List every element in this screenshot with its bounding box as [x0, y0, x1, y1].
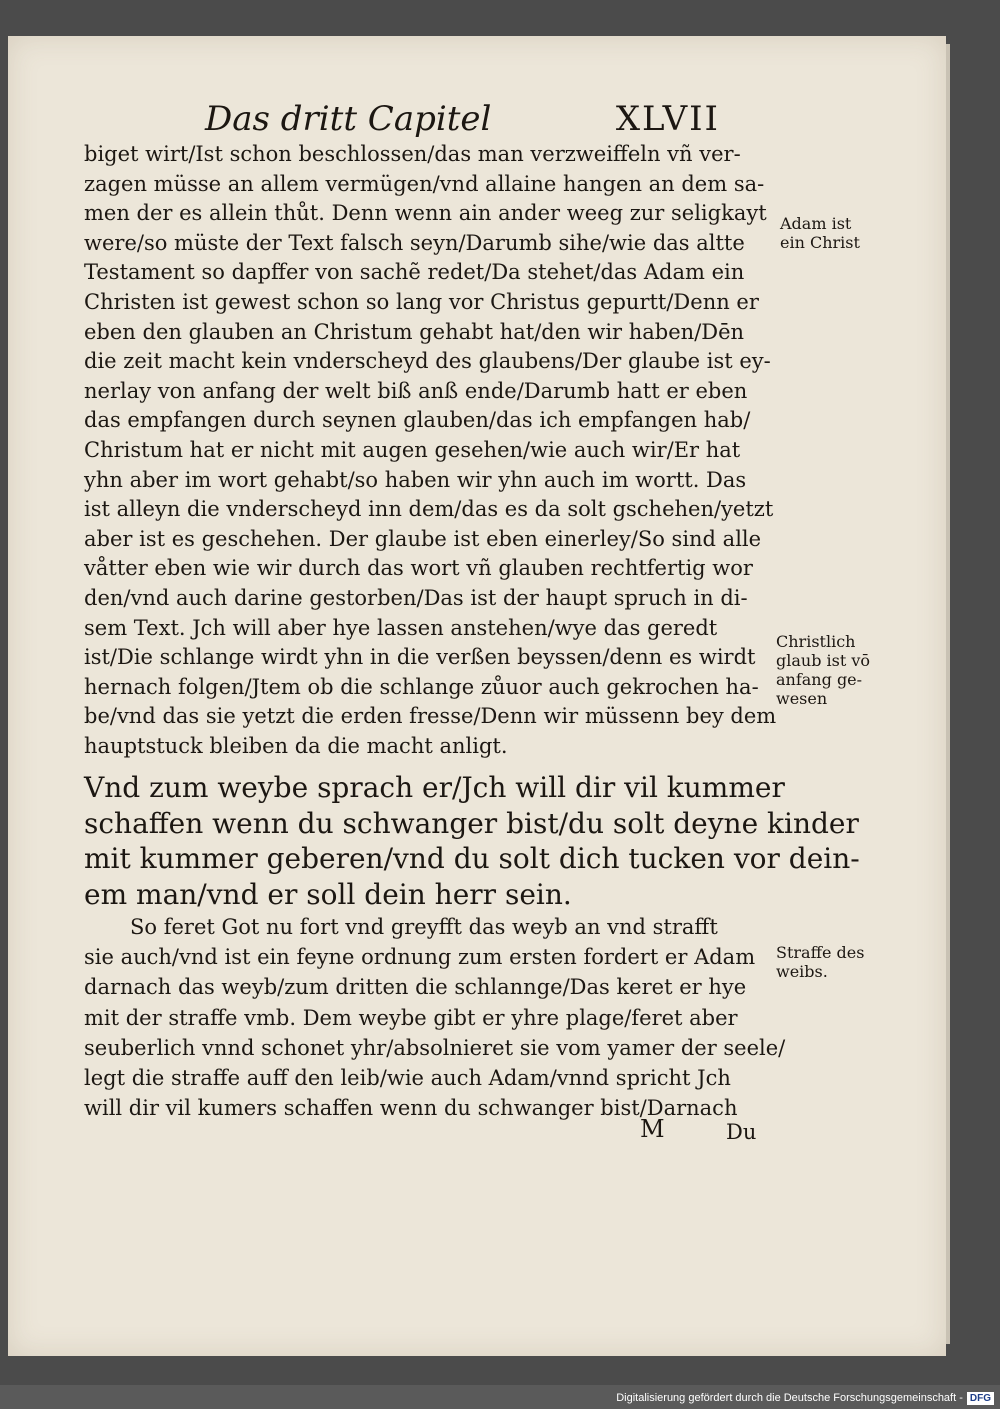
- text-line: ist alleyn die vnderscheyd inn dem/das es da solt gschehen/yetzt: [84, 497, 774, 522]
- text-line: men der es allein thůt. Denn wenn ain ander weeg zur seligkayt: [84, 201, 767, 226]
- text-line: ist/Die schlange wirdt yhn in die verßen beyssen/denn es wirdt: [84, 645, 756, 670]
- margin-note-punishment: [776, 943, 886, 981]
- running-title: Das dritt Capitel: [205, 99, 492, 139]
- footer-credit: [616, 1389, 994, 1407]
- text-line: hernach folgen/Jtem ob die schlange zůuor auch gekrochen ha-: [84, 674, 759, 699]
- scripture-line: em man/vnd er soll dein herr sein.: [84, 877, 572, 911]
- margin-note-line: Christlich: [776, 632, 856, 651]
- margin-note-faith: [776, 632, 886, 708]
- scripture-quote: [84, 770, 860, 912]
- text-line: aber ist es geschehen. Der glaube ist eben einerley/So sind alle: [84, 526, 762, 551]
- margin-note-line: wesen: [776, 689, 828, 708]
- scripture-line: Vnd zum weybe sprach er/Jch will dir vil kummer: [84, 771, 785, 804]
- catchword: Du: [726, 1120, 757, 1144]
- text-line: die zeit macht kein vnderscheyd des glaubens/Der glaube ist ey-: [84, 349, 771, 374]
- scripture-line: schaffen wenn du schwanger bist/du solt deyne kinder: [84, 806, 859, 840]
- folio-number: XLVII: [615, 99, 720, 139]
- text-line: Christen ist gewest schon so lang vor Christus gepurtt/Denn er: [84, 289, 759, 314]
- margin-note-line: ein Christ: [780, 233, 860, 252]
- text-line: will dir vil kumers schaffen wenn du schwanger bist/Darnach: [84, 1096, 738, 1121]
- text-line: seuberlich vnnd schonet yhr/absolnieret sie vom yamer der seele/: [84, 1035, 786, 1060]
- margin-note-line: Adam ist: [780, 214, 852, 233]
- margin-note-line: weibs.: [776, 962, 828, 981]
- scripture-line: mit kummer geberen/vnd du solt dich tucken vor dein-: [84, 842, 860, 875]
- text-line: zagen müsse an allem vermügen/vnd allaine hangen an dem sa-: [84, 171, 765, 196]
- text-line: Christum hat er nicht mit augen gesehen/wie auch wir/Er hat: [84, 437, 741, 462]
- margin-note-line: Straffe des: [776, 943, 865, 962]
- text-line: den/vnd auch darine gestorben/Das ist der haupt spruch in di-: [84, 585, 748, 610]
- text-line: Testament so dapffer von sachẽ redet/Da stehet/das Adam ein: [84, 260, 745, 285]
- margin-note-line: glaub ist vō: [776, 651, 871, 670]
- text-line: das empfangen durch seynen glauben/das ich empfangen hab/: [84, 408, 751, 433]
- text-line: våtter eben wie wir durch das wort vñ glauben rechtfertig wor: [84, 556, 753, 581]
- text-line: nerlay von anfang der welt biß anß ende/Darumb hatt er eben: [84, 378, 748, 403]
- commentary-text-block: [84, 912, 786, 1123]
- text-line: mit der straffe vmb. Dem weybe gibt er yhre plage/feret aber: [84, 1005, 738, 1030]
- text-line: So feret Got nu fort vnd greyfft das weyb an vnd strafft: [130, 915, 718, 939]
- text-line: sie auch/vnd ist ein feyne ordnung zum ersten fordert er Adam: [84, 945, 756, 970]
- page-edge: [946, 44, 950, 1344]
- text-line: darnach das weyb/zum dritten die schlannge/Das keret er hye: [84, 975, 747, 1000]
- footer-text: Digitalisierung gefördert durch die Deutsche Forschungsgemeinschaft -: [616, 1392, 963, 1404]
- margin-note-line: anfang ge-: [776, 670, 863, 689]
- signature-mark: M: [640, 1115, 665, 1143]
- text-line: sem Text. Jch will aber hye lassen anstehen/wye das geredt: [84, 615, 718, 640]
- text-line: hauptstuck bleiben da die macht anligt.: [84, 733, 508, 758]
- text-line: biget wirt/Ist schon beschlossen/das man verzweiffeln vñ ver-: [84, 142, 741, 166]
- margin-note-adam: [780, 214, 890, 252]
- dfg-logo: DFG: [967, 1392, 994, 1405]
- main-text-block: [84, 140, 777, 761]
- running-header: [205, 95, 720, 143]
- text-line: yhn aber im wort gehabt/so haben wir yhn auch im wortt. Das: [84, 467, 747, 492]
- text-line: legt die straffe auff den leib/wie auch Adam/vnnd spricht Jch: [84, 1065, 731, 1090]
- text-line: were/so müste der Text falsch seyn/Darumb sihe/wie das altte: [84, 230, 745, 255]
- text-line: eben den glauben an Christum gehabt hat/den wir haben/Dēn: [84, 319, 745, 344]
- text-line: be/vnd das sie yetzt die erden fresse/Denn wir müssenn bey dem: [84, 704, 777, 729]
